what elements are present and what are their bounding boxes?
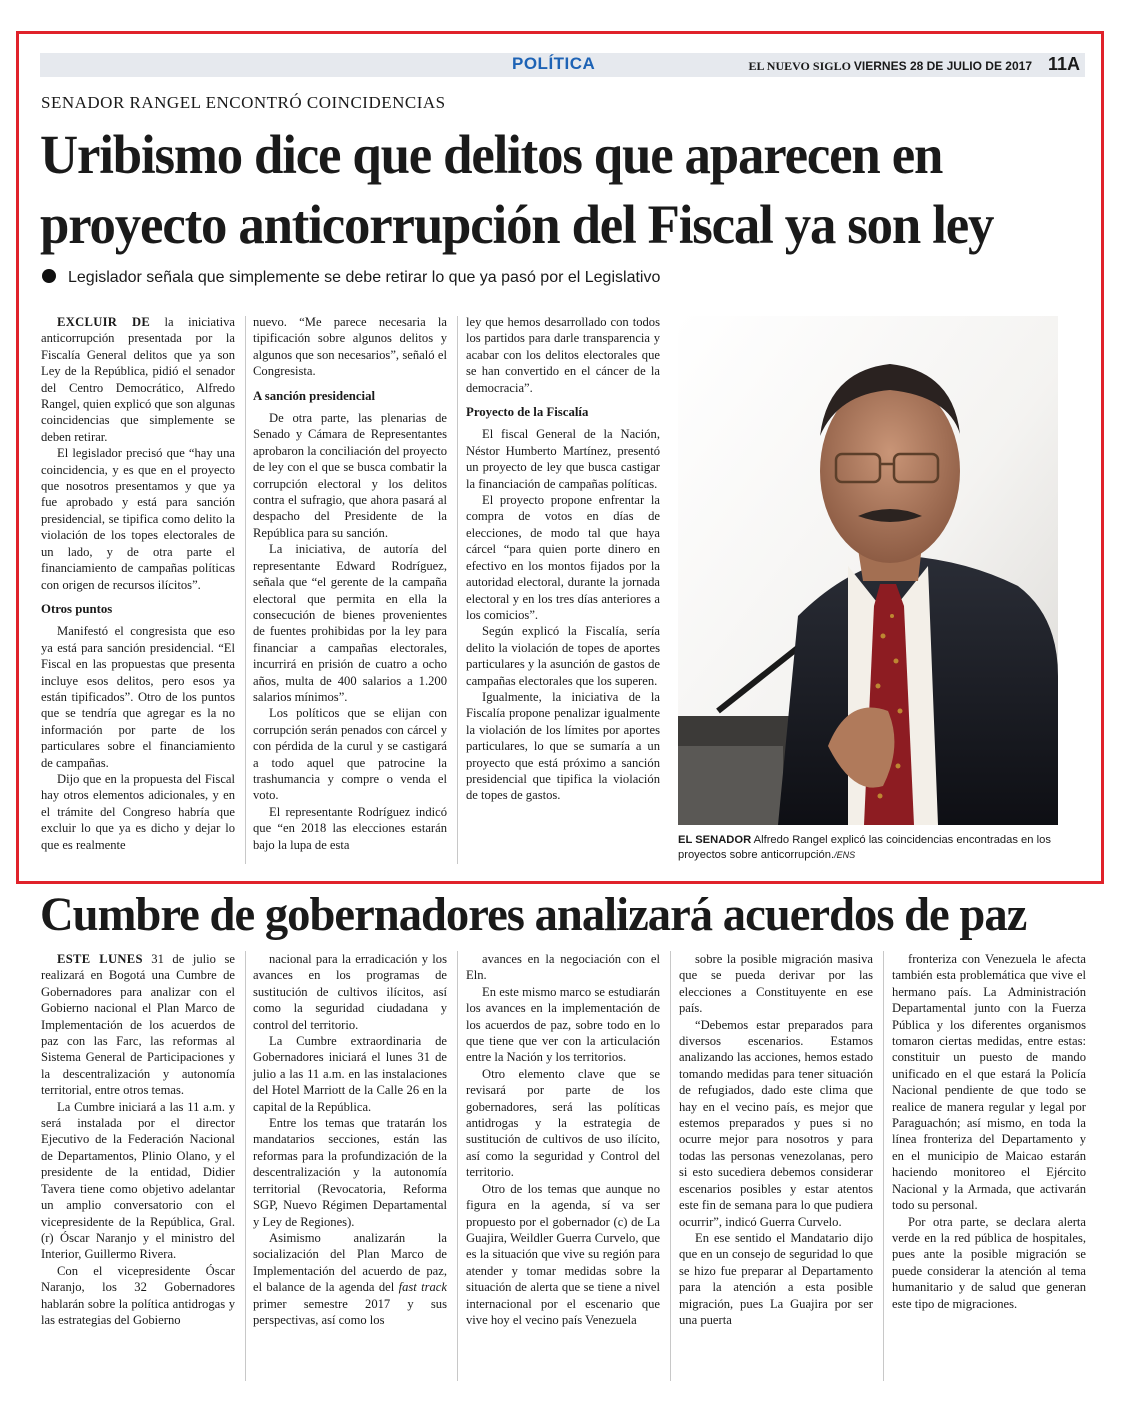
page-number: 11A <box>1048 54 1081 74</box>
paragraph: Según explicó la Fiscalía, sería delito la violación de topes de aportes particulares y la asunción de gastos de campañas electorales que los superen. <box>466 624 660 688</box>
column-divider <box>245 316 246 864</box>
lead-in: ESTE LUNES <box>57 952 143 966</box>
column-divider <box>670 951 671 1381</box>
publication-date <box>748 59 1032 74</box>
article2-column-1 <box>41 951 235 1328</box>
senator-photo <box>678 316 1058 825</box>
paragraph-text: primer semestre 2017 y sus perspectivas, así como los <box>253 1296 447 1327</box>
paragraph: Manifestó el congresista que eso ya está para sanción presidencial. “El Fiscal en las propuestas que presenta incluye esos delitos, pero esos ya están tipificados”. Otro de los puntos que se tendría que agregar es la no información por parte de los particulares sobre el financiamiento de campañas. <box>41 624 235 770</box>
article2-headline: Cumbre de gobernadores analizará acuerdos de paz <box>40 888 1027 941</box>
photo-caption <box>678 833 1068 863</box>
paragraph: Otro de los temas que aunque no figura en la agenda, sí va ser propuesto por el gobernador (c) de La Guajira, Weildler Guerra Curvelo, que es la situación que vive su región para atender y tomar medidas sobre la situación de alerta que se tiene a nivel internacional por el escenario que vive hoy el vecino país Venezuela <box>466 1181 660 1327</box>
article-headline <box>40 120 1058 260</box>
paragraph: Por otra parte, se declara alerta verde en la red pública de hospitales, pues ante la posible migración se puede considerar la atención al tema humanitario y de salud que generan este tipo de migraciones. <box>892 1214 1086 1311</box>
paragraph: El legislador precisó que “hay una coincidencia, y es que en el proyecto que nosotros presentamos y que ya fue aprobado y está para sanción presidencial, se tipifica como delito la violación de los topes electorales de un lado, y de otra parte el financiamiento de campañas políticas con origen de recursos ilícitos”. <box>41 446 235 592</box>
article2-column-2 <box>253 951 447 1328</box>
subhead-text: Legislador señala que simplemente se debe retirar lo que ya pasó por el Legislativo <box>68 269 661 286</box>
italic-term: fast track <box>398 1280 447 1295</box>
photo-credit: /ENS <box>834 850 856 860</box>
paragraph: nacional para la erradicación y los avances en los programas de sustitución de cultivos ilícitos, así como la seguridad ciudadana y control del territorio. <box>253 952 447 1032</box>
paragraph: El representante Rodríguez indicó que “en 2018 las elecciones estarán bajo la lupa de esta <box>253 804 447 852</box>
caption-text: Alfredo Rangel explicó las coincidencias encontradas en los proyectos sobre anticorrupción. <box>678 834 1051 861</box>
paragraph <box>253 1230 447 1328</box>
article1-column-2 <box>253 314 447 853</box>
subheading: A sanción presidencial <box>253 388 376 403</box>
headline-line-2: proyecto anticorrupción del Fiscal ya son ley <box>40 194 994 255</box>
subheading: Otros puntos <box>41 601 113 616</box>
column-divider <box>457 951 458 1381</box>
paragraph: El proyecto propone enfrentar la compra de votos en días de elecciones, de modo tal que haya cárcel “para quien porte dinero en efectivo en los montos fijados por la autoridad electoral, durante la jornada electoral y en los tres días anteriores a los comicios”. <box>466 493 660 622</box>
paragraph: La iniciativa, de autoría del representante Edward Rodríguez, señala que “el gerente de la campaña electoral que permita en ella la consecución de bienes provenientes de fuentes prohibidas por la ley para financiar a campañas electorales, incurrirá en prisión de cuatro a ocho años, multa de 400 salarios a 1.200 salarios mínimos”. <box>253 542 447 704</box>
paragraph: avances en la negociación con el Eln. <box>466 952 660 983</box>
article1-column-1 <box>41 314 235 853</box>
paragraph: Con el vicepresidente Óscar Naranjo, los 32 Gobernadores hablarán sobre la política antidrogas y las estrategias del Gobierno <box>41 1263 235 1327</box>
section-label: POLÍTICA <box>512 54 596 73</box>
paragraph <box>41 314 235 445</box>
paragraph: nuevo. “Me parece necesaria la tipificación sobre algunos delitos y algunos que son necesarios”, señaló el Congresista. <box>253 315 447 379</box>
issue-date: VIERNES 28 DE JULIO DE 2017 <box>853 59 1032 73</box>
paragraph-text: la iniciativa anticorrupción presentada por la Fiscalía General delitos que ya son Ley de la República, pidió el senador del Centro Democrático, Alfredo Rangel, quien explicó que son algunas coincidencias que simplemente se deben retirar. <box>41 315 235 444</box>
paragraph: Dijo que en la propuesta del Fiscal hay otros elementos adicionales, y en el trámite del Congreso habría que excluir lo que ya es dicho y dejar lo que es realmente <box>41 771 235 852</box>
article1-column-3 <box>466 314 660 804</box>
paragraph: sobre la posible migración masiva que se pueda derivar por las elecciones a Constituyente en ese país. <box>679 952 873 1016</box>
paragraph: Otro elemento clave que se revisará por parte de los gobernadores, será las políticas antidrogas y la estrategia de sustitución de cultivos de uso ilícito, así como la seguridad y Control del territorio. <box>466 1066 660 1180</box>
publication-name: EL NUEVO SIGLO <box>748 59 851 73</box>
lead-in: EXCLUIR DE <box>57 315 151 329</box>
paragraph: La Cumbre iniciará a las 11 a.m. y será instalada por el director Ejecutivo de la Federación Nacional de Departamentos, Plinio Olano, y el presidente de la entidad, Didier Tavera tiene como objetivo adelantar un amplio conversatorio con el vicepresidente de la República, Gral. (r) Óscar Naranjo y el ministro del Interior, Guillermo Rivera. <box>41 1099 235 1262</box>
headline-line-1: Uribismo dice que delitos que aparecen en <box>40 124 943 185</box>
article2-column-4 <box>679 951 873 1328</box>
article-kicker: SENADOR RANGEL ENCONTRÓ COINCIDENCIAS <box>41 93 446 112</box>
column-divider <box>883 951 884 1381</box>
paragraph: En este mismo marco se estudiarán los avances en la implementación de los acuerdos de paz, sobre todo en lo que tiene que ver con la articulación entre la Nación y los territorios. <box>466 984 660 1065</box>
paragraph: ley que hemos desarrollado con todos los partidos para darle transparencia y acabar con los delitos electorales que se han convertido en el cáncer de la democracia”. <box>466 315 660 395</box>
paragraph: fronteriza con Venezuela le afecta también esta problemática que vive el hermano país. La Administración Departamental junto con la Fuerza Pública y los diferentes organismos tomaron ciertas medidas, entre estas: constituir un puesto de mando unificado en el que estará la Policía Nacional pendiente de que todo se realice de manera regular y legal por Paraguachón; así mismo, en toda la línea fronteriza del Departamento y en el municipio de Maicao estarán haciendo monitoreo el Ejército Nacional y la Armada, que activarán todo su personal. <box>892 952 1086 1213</box>
paragraph: Los políticos que se elijan con corrupción serán penados con cárcel y con pérdida de la curul y se castigará a todo aquel que patrocine la trashumancia y compre o venda el voto. <box>253 706 447 803</box>
paragraph: En ese sentido el Mandatario dijo que en un consejo de seguridad lo que se hizo fue preparar al Departamento para la atención a esta posible migración, pues La Guajira por ser una puerta <box>679 1230 873 1327</box>
column-divider <box>245 951 246 1381</box>
paragraph: La Cumbre extraordinaria de Gobernadores iniciará el lunes 31 de julio a las 11 a.m. en las instalaciones del Hotel Marriott de la Calle 26 en la capital de la República. <box>253 1034 447 1114</box>
paragraph-text: 31 de julio se realizará en Bogotá una Cumbre de Gobernadores para analizar con el Gobierno nacional el Plan Marco de Implementación de los acuerdos de paz con las Farc, las reformas al Sistema General de Participaciones y la descentralización y autonomía territorial, entre otros temas. <box>41 952 235 1098</box>
paragraph: “Debemos estar preparados para diversos escenarios. Estamos analizando las acciones, hemos estado tomando medidas para tener situación de refugiados, dado este clima que hay en el vecino país, es mejor que estemos preparados y pues si no ocurre mejor para nosotros y para todas las personas venezolanas, pero si esto sucediera debemos considerar escenarios posibles y estar atentos este fin de semana para lo que pudiera ocurrir”, indicó Guerra Curvelo. <box>679 1017 873 1229</box>
caption-label: EL SENADOR <box>678 834 752 846</box>
paragraph: Igualmente, la iniciativa de la Fiscalía propone penalizar igualmente la violación de los límites por aportes particulares, lo que se sumaría a un proyecto que está próximo a sanción presidencial que tipifica la violación de topes de gastos. <box>466 689 660 803</box>
paragraph <box>41 951 235 1099</box>
column-divider <box>457 316 458 864</box>
article2-column-5 <box>892 951 1086 1312</box>
paragraph: El fiscal General de la Nación, Néstor Humberto Martínez, presentó un proyecto de ley que busca castigar la financiación de campañas políticas. <box>466 427 660 491</box>
article2-column-3 <box>466 951 660 1328</box>
paragraph: De otra parte, las plenarias de Senado y Cámara de Representantes aprobaron la conciliación del proyecto de ley con el que se busca combatir la corrupción electoral y los delitos contra el sufragio, que ahora pasará al despacho del Presidente de la República para su sanción. <box>253 411 447 540</box>
bullet-icon <box>42 269 56 283</box>
subheading: Proyecto de la Fiscalía <box>466 405 589 420</box>
paragraph: Entre los temas que tratarán los mandatarios secciones, están las reformas para la profundización de la descentralización y la autonomía territorial (Revocatoria, Reforma SGP, Nuevo Régimen Departamental y Ley de Regiones). <box>253 1116 447 1229</box>
paragraph-text: Asimismo analizarán la socialización del Plan Marco de Implementación del acuerdo de paz, el balance de la agenda del <box>253 1230 447 1295</box>
article-subhead <box>42 269 660 287</box>
